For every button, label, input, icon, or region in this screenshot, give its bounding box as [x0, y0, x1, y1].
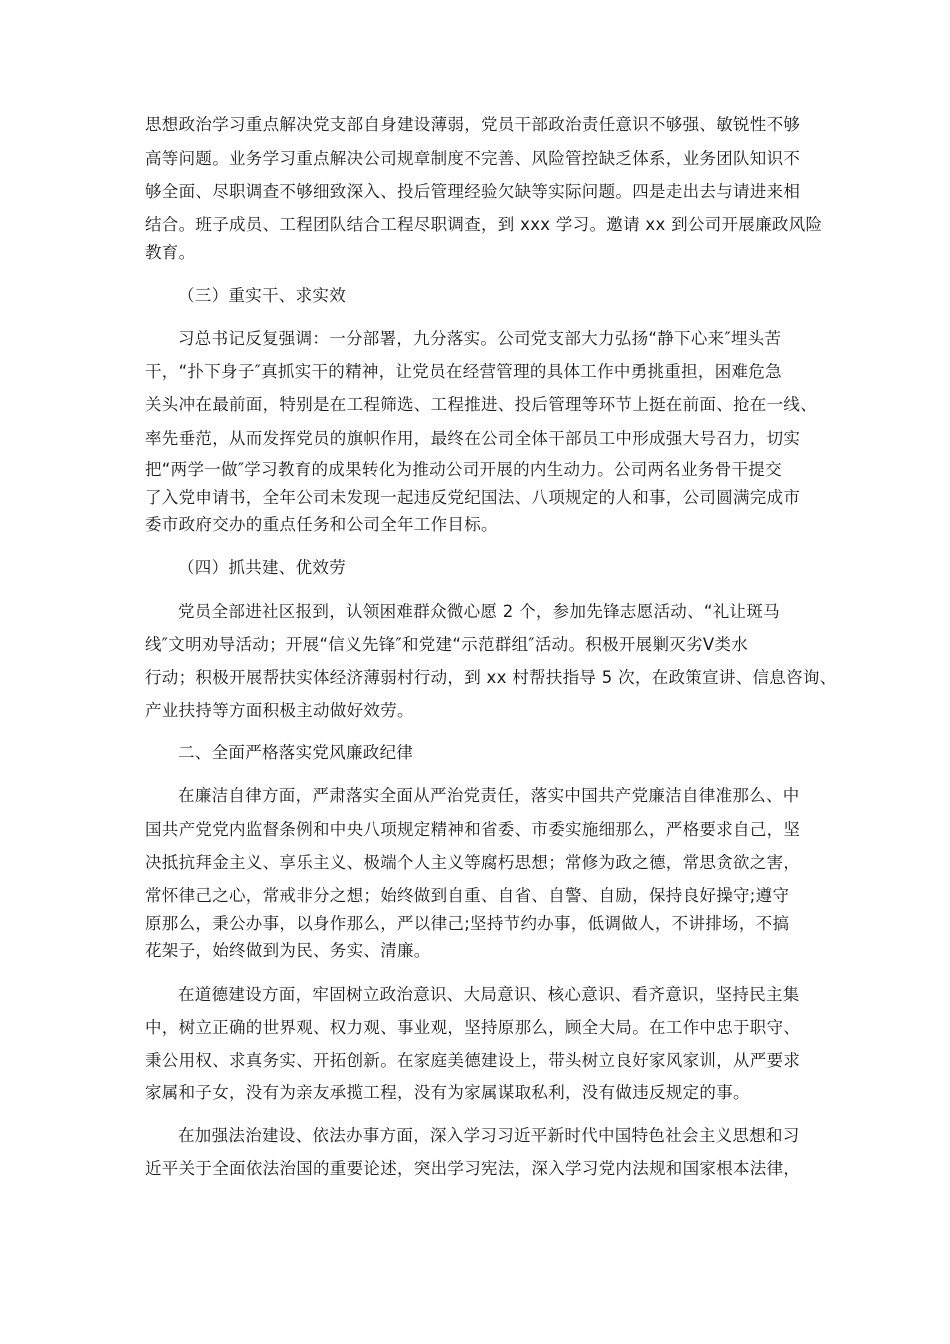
paragraph-7-line-3: 家属和子女，没有为亲友承揽工程，没有为家属谋取私利，没有做违反规定的事。 [145, 1083, 750, 1102]
paragraph-0-line-0: 思想政治学习重点解决党支部自身建设薄弱，党员干部政治责任意识不够强、敏锐性不够 [145, 115, 801, 134]
paragraph-0-line-2: 够全面、尽职调查不够细致深入、投后管理经验欠缺等实际问题。四是走出去与请进来相 [145, 182, 801, 201]
section-heading-4: （四）抓共建、优效劳 [178, 558, 346, 577]
paragraph-8-line-1: 近平关于全面依法治国的重要论述，突出学习宪法，深入学习党内法规和国家根本法律， [145, 1159, 801, 1178]
paragraph-0-line-4: 教育。 [145, 243, 196, 262]
paragraph-6-line-5: 花架子，始终做到为民、务实、清廉。 [145, 941, 431, 960]
paragraph-4-line-1: 线″文明劝导活动；开展“信义先锋″和党建“示范群组″活动。积极开展剿灭劣Ⅴ类水 [145, 635, 749, 654]
paragraph-2-line-6: 委市政府交办的重点任务和公司全年工作目标。 [145, 515, 498, 534]
paragraph-6-line-3: 常怀律己之心，常戒非分之想；始终做到自重、自省、自警、自励，保持良好操守;遵守 [145, 886, 790, 905]
paragraph-2-line-3: 率先垂范，从而发挥党员的旗帜作用，最终在公司全体干部员工中形成强大号召力，切实 [145, 429, 801, 448]
paragraph-2-line-4: 把“两学一做″学习教育的成果转化为推动公司开展的内生动力。公司两名业务骨干提交 [145, 460, 782, 479]
paragraph-2-line-5: 了入党申请书，全年公司未发现一起违反党纪国法、八项规定的人和事，公司圆满完成市 [145, 488, 801, 507]
paragraph-2-line-2: 关头冲在最前面，特别是在工程筛选、工程推进、投后管理等环节上挺在前面、抢在一线、 [145, 395, 817, 414]
paragraph-4-line-3: 产业扶持等方面积极主动做好效劳。 [145, 701, 414, 720]
paragraph-6-line-4: 原那么，秉公办事，以身作那么，严以律己;坚持节约办事，低调做人，不讲排场，不搞 [145, 914, 790, 933]
paragraph-7-line-2: 秉公用权、求真务实、开拓创新。在家庭美德建设上，带头树立良好家风家训，从严要求 [145, 1051, 801, 1070]
paragraph-0-line-3: 结合。班子成员、工程团队结合工程尽职调查，到 xxx 学习。邀请 xx 到公司开展廉政风险 [145, 215, 823, 234]
paragraph-8-line-0: 在加强法治建设、依法办事方面，深入学习习近平新时代中国特色社会主义思想和习 [178, 1126, 800, 1145]
paragraph-4-line-0: 党员全部进社区报到，认领困难群众微心愿 2 个，参加先锋志愿活动、“礼让斑马 [178, 602, 780, 621]
section-heading-3: （三）重实干、求实效 [178, 286, 346, 305]
paragraph-6-line-1: 国共产党党内监督条例和中央八项规定精神和省委、市委实施细那么，严格要求自己，坚 [145, 820, 801, 839]
paragraph-2-line-1: 干，“扑下身子″真抓实干的精神，让党员在经营管理的具体工作中勇挑重担，困难危急 [145, 362, 782, 381]
paragraph-0-line-1: 高等问题。业务学习重点解决公司规章制度不完善、风险管控缺乏体系，业务团队知识不 [145, 149, 801, 168]
paragraph-2-line-0: 习总书记反复强调：一分部署，九分落实。公司党支部大力弘扬“静下心来″埋头苦 [178, 329, 782, 348]
paragraph-6-line-2: 决抵抗拜金主义、享乐主义、极端个人主义等腐朽思想；常修为政之德，常思贪欲之害， [145, 853, 801, 872]
paragraph-7-line-0: 在道德建设方面，牢固树立政治意识、大局意识、核心意识、看齐意识，坚持民主集 [178, 985, 800, 1004]
paragraph-4-line-2: 行动；积极开展帮扶实体经济薄弱村行动，到 xx 村帮扶指导 5 次，在政策宣讲、信息咨询、 [145, 668, 837, 687]
paragraph-6-line-0: 在廉洁自律方面，严肃落实全面从严治党责任，落实中国共产党廉洁自律准那么、中 [178, 786, 800, 805]
paragraph-7-line-1: 中，树立正确的世界观、权力观、事业观，坚持原那么，顾全大局。在工作中忠于职守、 [145, 1018, 801, 1037]
section-heading-2: 二、全面严格落实党风廉政纪律 [178, 743, 414, 762]
